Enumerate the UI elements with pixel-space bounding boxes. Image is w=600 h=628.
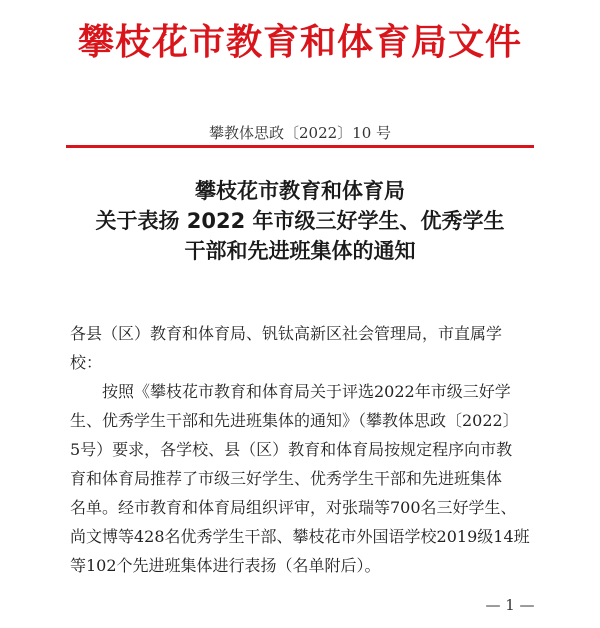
- body-line: 名单。经市教育和体育局组织评审，对张瑞等700名三好学生、: [70, 498, 517, 517]
- issuer-header-title: 攀枝花市教育和体育局文件: [77, 22, 522, 63]
- addressee: [70, 319, 550, 377]
- document-number: 攀教体思政〔2022〕10 号: [208, 124, 392, 142]
- body-line: 按照《攀枝花市教育和体育局关于评选2022年市级三好学: [102, 382, 511, 401]
- notice-title-line-3: 干部和先进班集体的通知: [184, 239, 416, 263]
- body-paragraph: [70, 377, 550, 580]
- addressee-line-2: 校：: [70, 353, 103, 372]
- body-line: 尚文博等428名优秀学生干部、攀枝花市外国语学校2019级14班: [70, 527, 530, 546]
- body-line: 育和体育局推荐了市级三好学生、优秀学生干部和先进班集体: [70, 469, 503, 488]
- red-divider-line: [66, 145, 534, 148]
- body-line: 等102个先进班集体进行表扬（名单附后）。: [70, 556, 381, 575]
- page-number: — 1 —: [485, 596, 535, 614]
- notice-title-line-1: 攀枝花市教育和体育局: [195, 179, 405, 203]
- body-line: 5号）要求，各学校、县（区）教育和体育局按规定程序向市教: [70, 440, 513, 459]
- notice-title: [0, 176, 600, 266]
- notice-title-line-2: 关于表扬 2022 年市级三好学生、优秀学生: [95, 209, 505, 233]
- body-line: 生、优秀学生干部和先进班集体的通知》（攀教体思政〔2022〕: [70, 411, 519, 430]
- addressee-line-1: 各县（区）教育和体育局、钒钛高新区社会管理局，市直属学: [70, 324, 503, 343]
